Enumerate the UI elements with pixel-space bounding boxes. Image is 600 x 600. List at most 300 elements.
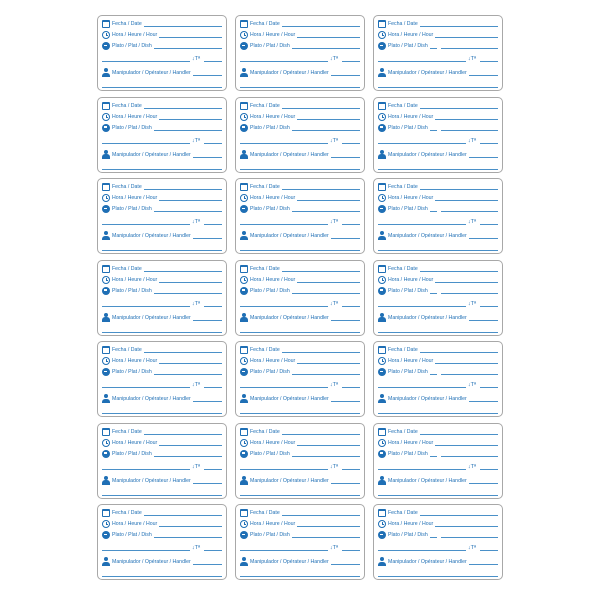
- date-label: Fecha / Date: [388, 510, 418, 516]
- thermometer-icon: ↓Tª: [191, 137, 200, 144]
- extra-write-line[interactable]: [240, 576, 360, 577]
- extra-write-line[interactable]: [378, 87, 498, 88]
- extra-write-line[interactable]: [102, 495, 222, 496]
- date-row: [102, 427, 222, 436]
- handler-write-line[interactable]: [469, 401, 498, 402]
- temperature-write-line[interactable]: [378, 224, 466, 225]
- hour-row: [240, 356, 360, 365]
- food-label: [235, 178, 365, 254]
- calendar-icon: [102, 265, 110, 273]
- handler-write-line[interactable]: [469, 75, 498, 76]
- handler-write-line[interactable]: [469, 483, 498, 484]
- dish-write-line[interactable]: [154, 48, 222, 49]
- handler-row: [240, 313, 360, 322]
- extra-write-line[interactable]: [102, 250, 222, 251]
- hour-row: [378, 30, 498, 39]
- dish-write-line[interactable]: [441, 211, 498, 212]
- hour-write-line[interactable]: [435, 200, 498, 201]
- food-label: [235, 97, 365, 173]
- temperature-value-line[interactable]: [480, 387, 498, 388]
- person-icon: [240, 394, 248, 403]
- handler-label: Manipulador / Opérateur / Handler: [112, 314, 191, 321]
- hour-write-line[interactable]: [297, 445, 360, 446]
- dish-row: [378, 367, 498, 376]
- food-label: [373, 97, 503, 173]
- date-row: [240, 264, 360, 273]
- extra-write-line[interactable]: [240, 169, 360, 170]
- temperature-write-line[interactable]: [102, 306, 190, 307]
- temperature-write-line[interactable]: [378, 143, 466, 144]
- hour-row: [378, 193, 498, 202]
- dish-row: [102, 530, 222, 539]
- handler-write-line[interactable]: [193, 483, 222, 484]
- thermometer-icon: ↓Tª: [191, 545, 200, 551]
- hour-write-line[interactable]: [159, 445, 222, 446]
- dish-row: [102, 204, 222, 213]
- dish-write-line[interactable]: [154, 211, 222, 212]
- temperature-value-line[interactable]: [204, 306, 222, 307]
- hour-write-line[interactable]: [435, 119, 498, 120]
- dish-write-line[interactable]: [441, 48, 498, 49]
- clock-icon: [102, 276, 110, 284]
- handler-write-line[interactable]: [469, 238, 498, 239]
- extra-row: [240, 162, 360, 171]
- handler-write-line[interactable]: [331, 75, 360, 76]
- temperature-row: [378, 299, 498, 308]
- temperature-row: [240, 54, 360, 63]
- date-write-line[interactable]: [420, 352, 498, 353]
- extra-write-line[interactable]: [102, 413, 222, 414]
- hour-write-line[interactable]: [159, 119, 222, 120]
- date-write-line[interactable]: [144, 189, 222, 190]
- date-label: Fecha / Date: [112, 265, 142, 272]
- extra-write-line[interactable]: [102, 576, 222, 577]
- dish-label: Plato / Plat / Dish: [388, 532, 428, 538]
- person-icon: [378, 68, 386, 77]
- temperature-write-line[interactable]: [378, 61, 466, 62]
- extra-row: [102, 569, 222, 578]
- hour-row: [102, 438, 222, 447]
- dish-row: [240, 41, 360, 50]
- calendar-icon: [102, 428, 110, 436]
- date-row: [102, 101, 222, 110]
- temperature-row: [102, 462, 222, 471]
- hour-label: Hora / Heure / Hour: [388, 113, 434, 120]
- dish-write-line[interactable]: [441, 293, 498, 294]
- temperature-write-line[interactable]: [378, 469, 466, 470]
- extra-write-line[interactable]: [102, 332, 222, 333]
- extra-row: [102, 488, 222, 497]
- handler-row: [102, 231, 222, 240]
- temperature-write-line[interactable]: [240, 306, 328, 307]
- date-write-line[interactable]: [144, 271, 222, 272]
- clock-icon: [102, 31, 110, 39]
- temperature-value-line[interactable]: [342, 143, 360, 144]
- date-write-line[interactable]: [144, 26, 222, 27]
- dish-write-line[interactable]: [154, 130, 222, 131]
- temperature-write-line[interactable]: [240, 550, 328, 551]
- clock-icon: [102, 520, 110, 528]
- handler-row: [102, 150, 222, 159]
- person-icon: [240, 557, 248, 566]
- person-icon: [378, 150, 386, 159]
- extra-write-line[interactable]: [378, 250, 498, 251]
- handler-label: Manipulador / Opérateur / Handler: [250, 70, 329, 76]
- extra-row: [378, 325, 498, 334]
- extra-write-line[interactable]: [240, 413, 360, 414]
- extra-write-line[interactable]: [378, 495, 498, 496]
- dish-write-line[interactable]: [292, 456, 360, 457]
- dish-row: [102, 41, 222, 50]
- temperature-label: Tª: [470, 545, 476, 551]
- clock-icon: [102, 113, 110, 121]
- temperature-row: [240, 217, 360, 226]
- person-icon: [102, 68, 110, 77]
- thermometer-icon: ↓Tª: [191, 219, 200, 225]
- handler-row: [240, 476, 360, 485]
- handler-write-line[interactable]: [331, 320, 360, 321]
- clock-icon: [240, 357, 248, 365]
- clock-icon: [378, 194, 386, 202]
- temperature-value-line[interactable]: [342, 550, 360, 551]
- date-label: Fecha / Date: [250, 510, 280, 516]
- hour-row: [102, 275, 222, 284]
- temperature-write-line[interactable]: [378, 306, 466, 307]
- extra-write-line[interactable]: [102, 169, 222, 170]
- date-write-line[interactable]: [144, 515, 222, 516]
- temperature-label: Tª: [332, 137, 338, 144]
- hour-write-line[interactable]: [435, 363, 498, 364]
- dish-icon: [102, 531, 110, 539]
- handler-label: Manipulador / Opérateur / Handler: [388, 314, 467, 321]
- dish-label: Plato / Plat / Dish: [250, 206, 290, 212]
- temperature-write-line[interactable]: [102, 143, 190, 144]
- temperature-label: Tª: [194, 545, 200, 551]
- thermometer-icon: ↓Tª: [191, 300, 200, 307]
- temperature-write-line[interactable]: [378, 550, 466, 551]
- date-write-line[interactable]: [144, 108, 222, 109]
- date-label: Fecha / Date: [250, 265, 280, 272]
- hour-label: Hora / Heure / Hour: [250, 32, 296, 38]
- temperature-value-line[interactable]: [480, 143, 498, 144]
- dish-icon: [102, 42, 110, 50]
- date-row: [102, 19, 222, 28]
- temperature-label: Tª: [332, 300, 338, 307]
- dish-write-line[interactable]: [292, 211, 360, 212]
- extra-write-line[interactable]: [378, 576, 498, 577]
- hour-row: [378, 356, 498, 365]
- handler-write-line[interactable]: [469, 320, 498, 321]
- date-write-line[interactable]: [420, 108, 498, 109]
- extra-write-line[interactable]: [378, 413, 498, 414]
- temperature-value-line[interactable]: [342, 306, 360, 307]
- dish-write-line[interactable]: [292, 293, 360, 294]
- hour-row: [240, 30, 360, 39]
- handler-write-line[interactable]: [331, 564, 360, 565]
- dish-label: Plato / Plat / Dish: [388, 43, 428, 49]
- temperature-label: Tª: [194, 219, 200, 225]
- temperature-write-line[interactable]: [102, 469, 190, 470]
- date-row: [240, 101, 360, 110]
- temperature-write-line[interactable]: [378, 387, 466, 388]
- hour-write-line[interactable]: [297, 200, 360, 201]
- date-write-line[interactable]: [420, 189, 498, 190]
- temperature-value-line[interactable]: [480, 61, 498, 62]
- hour-label: Hora / Heure / Hour: [250, 195, 296, 201]
- dish-icon: [102, 124, 110, 132]
- dish-label: Plato / Plat / Dish: [112, 124, 152, 131]
- calendar-icon: [378, 346, 386, 354]
- temperature-row: [378, 543, 498, 552]
- temperature-value-line[interactable]: [342, 387, 360, 388]
- person-icon: [240, 150, 248, 159]
- handler-write-line[interactable]: [193, 157, 222, 158]
- date-label: Fecha / Date: [388, 428, 418, 435]
- handler-write-line[interactable]: [193, 564, 222, 565]
- temperature-write-line[interactable]: [102, 61, 190, 62]
- handler-write-line[interactable]: [469, 564, 498, 565]
- handler-row: [378, 150, 498, 159]
- date-label: Fecha / Date: [250, 428, 280, 435]
- handler-row: [102, 394, 222, 403]
- thermometer-icon: ↓Tª: [329, 545, 338, 551]
- handler-label: Manipulador / Opérateur / Handler: [250, 233, 329, 239]
- dish-write-line[interactable]: [441, 537, 498, 538]
- handler-label: Manipulador / Opérateur / Handler: [250, 477, 329, 484]
- temperature-row: [378, 217, 498, 226]
- hour-row: [240, 275, 360, 284]
- temperature-write-line[interactable]: [240, 387, 328, 388]
- calendar-icon: [102, 509, 110, 517]
- dish-row: [378, 530, 498, 539]
- date-row: [102, 264, 222, 273]
- temperature-write-line[interactable]: [240, 224, 328, 225]
- dish-write-line[interactable]: [154, 456, 222, 457]
- dish-icon: [378, 368, 386, 376]
- dish-write-line[interactable]: [292, 48, 360, 49]
- dish-icon: [102, 287, 110, 295]
- hour-write-line[interactable]: [159, 37, 222, 38]
- extra-row: [240, 80, 360, 89]
- temperature-value-line[interactable]: [204, 224, 222, 225]
- dish-write-line[interactable]: [154, 537, 222, 538]
- hour-write-line[interactable]: [435, 445, 498, 446]
- hour-label: Hora / Heure / Hour: [388, 276, 434, 283]
- dish-row: [240, 286, 360, 295]
- temperature-label: Tª: [332, 382, 338, 388]
- hour-label: Hora / Heure / Hour: [250, 358, 296, 364]
- temperature-value-line[interactable]: [480, 469, 498, 470]
- person-icon: [102, 557, 110, 566]
- dish-icon: [102, 450, 110, 458]
- hour-write-line[interactable]: [297, 363, 360, 364]
- clock-icon: [378, 357, 386, 365]
- date-write-line[interactable]: [420, 26, 498, 27]
- hour-write-line[interactable]: [435, 526, 498, 527]
- thermometer-icon: ↓Tª: [329, 137, 338, 144]
- extra-write-line[interactable]: [240, 87, 360, 88]
- temperature-value-line[interactable]: [480, 306, 498, 307]
- thermometer-icon: ↓Tª: [467, 56, 476, 62]
- handler-write-line[interactable]: [331, 157, 360, 158]
- hour-write-line[interactable]: [159, 200, 222, 201]
- temperature-write-line[interactable]: [102, 550, 190, 551]
- date-label: Fecha / Date: [250, 184, 280, 190]
- handler-write-line[interactable]: [193, 320, 222, 321]
- extra-row: [240, 406, 360, 415]
- person-icon: [102, 313, 110, 322]
- hour-write-line[interactable]: [297, 526, 360, 527]
- hour-write-line[interactable]: [159, 363, 222, 364]
- temperature-value-line[interactable]: [204, 469, 222, 470]
- date-write-line[interactable]: [282, 515, 360, 516]
- date-row: [102, 182, 222, 191]
- temperature-label: Tª: [470, 137, 476, 144]
- extra-write-line[interactable]: [240, 495, 360, 496]
- date-write-line[interactable]: [282, 271, 360, 272]
- temperature-value-line[interactable]: [480, 224, 498, 225]
- handler-label: Manipulador / Opérateur / Handler: [112, 233, 191, 239]
- thermometer-icon: ↓Tª: [329, 300, 338, 307]
- handler-row: [102, 476, 222, 485]
- dish-write-line[interactable]: [292, 537, 360, 538]
- temperature-value-line[interactable]: [204, 61, 222, 62]
- calendar-icon: [378, 509, 386, 517]
- date-label: Fecha / Date: [112, 184, 142, 190]
- handler-write-line[interactable]: [193, 75, 222, 76]
- handler-write-line[interactable]: [331, 238, 360, 239]
- dish-write-line[interactable]: [441, 374, 498, 375]
- person-icon: [240, 231, 248, 240]
- dish-write-line[interactable]: [154, 374, 222, 375]
- temperature-write-line[interactable]: [102, 224, 190, 225]
- extra-row: [240, 243, 360, 252]
- clock-icon: [378, 439, 386, 447]
- temperature-row: [240, 380, 360, 389]
- extra-write-line[interactable]: [240, 250, 360, 251]
- dish-write-line[interactable]: [441, 456, 498, 457]
- person-icon: [378, 313, 386, 322]
- hour-row: [378, 112, 498, 121]
- date-write-line[interactable]: [420, 271, 498, 272]
- temperature-row: [240, 462, 360, 471]
- extra-row: [240, 488, 360, 497]
- dish-label: Plato / Plat / Dish: [250, 287, 290, 294]
- temperature-write-line[interactable]: [240, 143, 328, 144]
- hour-write-line[interactable]: [435, 282, 498, 283]
- date-write-line[interactable]: [282, 434, 360, 435]
- dish-write-line[interactable]: [292, 374, 360, 375]
- extra-write-line[interactable]: [102, 87, 222, 88]
- handler-write-line[interactable]: [193, 401, 222, 402]
- calendar-icon: [378, 102, 386, 110]
- hour-write-line[interactable]: [297, 37, 360, 38]
- temperature-write-line[interactable]: [240, 469, 328, 470]
- hour-label: Hora / Heure / Hour: [388, 358, 434, 364]
- handler-label: Manipulador / Opérateur / Handler: [112, 559, 191, 565]
- date-write-line[interactable]: [282, 26, 360, 27]
- temperature-label: Tª: [332, 56, 338, 62]
- handler-row: [240, 394, 360, 403]
- hour-write-line[interactable]: [297, 119, 360, 120]
- hour-write-line[interactable]: [297, 282, 360, 283]
- temperature-write-line[interactable]: [102, 387, 190, 388]
- date-write-line[interactable]: [282, 352, 360, 353]
- dish-label: Plato / Plat / Dish: [388, 124, 428, 131]
- temperature-value-line[interactable]: [480, 550, 498, 551]
- extra-write-line[interactable]: [378, 169, 498, 170]
- temperature-value-line[interactable]: [204, 387, 222, 388]
- dish-icon: [102, 368, 110, 376]
- person-icon: [240, 476, 248, 485]
- hour-write-line[interactable]: [159, 282, 222, 283]
- extra-write-line[interactable]: [378, 332, 498, 333]
- temperature-write-line[interactable]: [240, 61, 328, 62]
- handler-label: Manipulador / Opérateur / Handler: [388, 396, 467, 402]
- temperature-row: [378, 136, 498, 145]
- date-label: Fecha / Date: [112, 510, 142, 516]
- dish-write-line[interactable]: [441, 130, 498, 131]
- dish-row: [240, 367, 360, 376]
- food-label: [373, 504, 503, 580]
- hour-row: [378, 519, 498, 528]
- temperature-value-line[interactable]: [204, 550, 222, 551]
- handler-label: Manipulador / Opérateur / Handler: [388, 233, 467, 239]
- hour-label: Hora / Heure / Hour: [112, 521, 158, 527]
- clock-icon: [240, 31, 248, 39]
- food-label: [97, 260, 227, 336]
- handler-write-line[interactable]: [193, 238, 222, 239]
- dish-write-line[interactable]: [292, 130, 360, 131]
- date-row: [378, 345, 498, 354]
- handler-write-line[interactable]: [331, 483, 360, 484]
- calendar-icon: [240, 102, 248, 110]
- temperature-value-line[interactable]: [342, 469, 360, 470]
- extra-row: [102, 325, 222, 334]
- clock-icon: [378, 31, 386, 39]
- temperature-row: [102, 380, 222, 389]
- dish-row: [378, 123, 498, 132]
- hour-label: Hora / Heure / Hour: [388, 439, 434, 446]
- temperature-label: Tª: [470, 56, 476, 62]
- handler-row: [240, 68, 360, 77]
- hour-row: [378, 275, 498, 284]
- temperature-row: [102, 54, 222, 63]
- temperature-value-line[interactable]: [342, 61, 360, 62]
- temperature-value-line[interactable]: [342, 224, 360, 225]
- hour-write-line[interactable]: [435, 37, 498, 38]
- person-icon: [240, 68, 248, 77]
- date-write-line[interactable]: [282, 189, 360, 190]
- date-write-line[interactable]: [420, 434, 498, 435]
- date-write-line[interactable]: [144, 352, 222, 353]
- date-write-line[interactable]: [282, 108, 360, 109]
- temperature-value-line[interactable]: [204, 143, 222, 144]
- dish-write-line[interactable]: [154, 293, 222, 294]
- handler-label: Manipulador / Opérateur / Handler: [250, 151, 329, 158]
- dish-icon: [240, 42, 248, 50]
- date-write-line[interactable]: [144, 434, 222, 435]
- hour-label: Hora / Heure / Hour: [250, 113, 296, 120]
- calendar-icon: [240, 509, 248, 517]
- extra-write-line[interactable]: [240, 332, 360, 333]
- date-write-line[interactable]: [420, 515, 498, 516]
- date-label: Fecha / Date: [388, 102, 418, 109]
- handler-write-line[interactable]: [469, 157, 498, 158]
- hour-write-line[interactable]: [159, 526, 222, 527]
- thermometer-icon: ↓Tª: [329, 56, 338, 62]
- handler-write-line[interactable]: [331, 401, 360, 402]
